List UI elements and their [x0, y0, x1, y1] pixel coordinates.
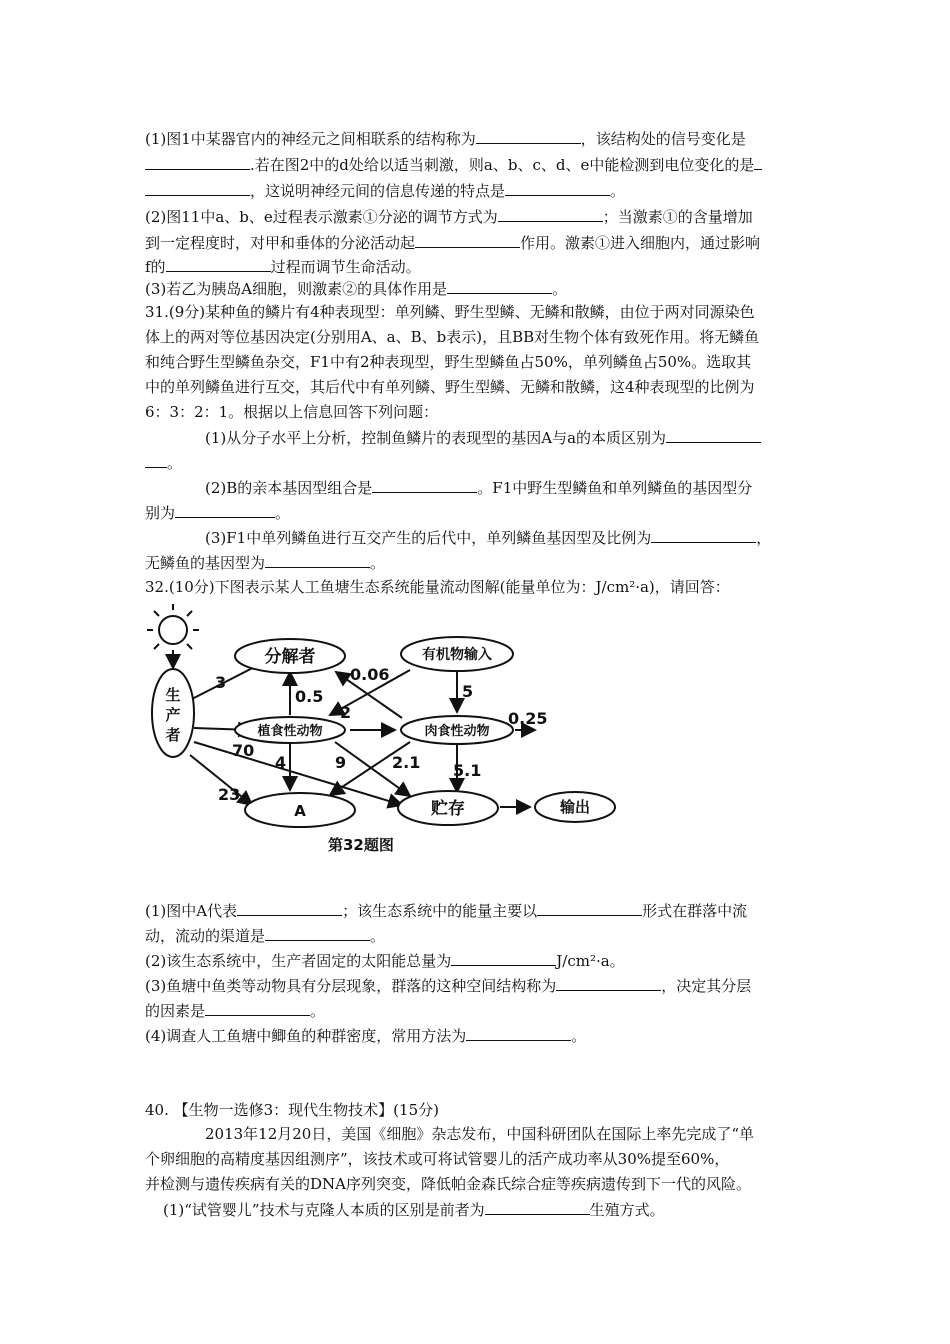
value-label: 2.1	[392, 753, 421, 772]
q30-line-6: f的 过程而调节生命活动。	[145, 258, 421, 276]
answer-blank[interactable]	[372, 477, 477, 493]
value-label: 0.06	[350, 665, 390, 684]
output-label: 输出	[559, 798, 591, 816]
answer-blank[interactable]	[476, 128, 581, 144]
answer-blank[interactable]	[145, 154, 250, 170]
answer-blank[interactable]	[265, 552, 370, 568]
answer-blank[interactable]	[265, 925, 370, 941]
value-label: 23	[218, 785, 241, 804]
answer-blank[interactable]	[754, 154, 762, 170]
answer-blank[interactable]	[485, 1199, 590, 1215]
answer-blank[interactable]	[666, 427, 761, 443]
q31-sub3-cont: 无鳞鱼的基因型为 。	[145, 554, 386, 572]
q31-sub2: (2)B的亲本基因型组合是 。F1中野生型鳞鱼和单列鳞鱼的基因型分	[205, 479, 753, 497]
answer-blank[interactable]	[451, 950, 556, 966]
answer-blank[interactable]	[447, 278, 552, 294]
q31-line-4: 中的单列鳞鱼进行互交，其后代中有单列鳞、野生型鳞、无鳞和散鳞，这4种表现型的比例为	[145, 378, 755, 396]
answer-blank[interactable]	[145, 452, 167, 468]
q32-answer-1-cont: 动，流动的渠道是 。	[145, 927, 386, 945]
value-label: 9	[335, 753, 347, 772]
value-label: 70	[232, 741, 255, 760]
q31-line-2: 体上的两对等位基因决定(分别用A、a、B、b表示)，且BB对生物个体有致死作用。将无鳞鱼	[145, 328, 760, 346]
storage-label: 贮存	[431, 799, 465, 819]
answer-blank[interactable]	[175, 502, 275, 518]
q40-sub1: (1)“试管婴儿”技术与克隆人本质的区别是前者为 生殖方式。	[163, 1201, 665, 1219]
answer-blank[interactable]	[537, 900, 642, 916]
q31-sub2-cont: 别为 。	[145, 504, 291, 522]
q30-line-4: (2)图11中a、b、e过程表示激素①分泌的调节方式为 ；当激素①的含量增加	[145, 208, 753, 226]
answer-blank[interactable]	[415, 232, 520, 248]
answer-blank[interactable]	[505, 180, 610, 196]
q30-line-7: (3)若乙为胰岛A细胞，则激素②的具体作用是 。	[145, 280, 568, 298]
q32-answer-3-cont: 的因素是 。	[145, 1002, 326, 1020]
answer-blank[interactable]	[651, 527, 756, 543]
answer-blank[interactable]	[205, 1000, 310, 1016]
q30-line-2: .若在图2中的d处给以适当刺激，则a、b、c、d、e中能检测到电位变化的是	[145, 154, 762, 175]
sun-icon	[147, 604, 199, 656]
q31-line-3: 和纯合野生型鳞鱼杂交，F1中有2种表现型，野生型鳞鱼占50%，单列鳞鱼占50%。选取其	[145, 353, 752, 371]
q40-paragraph-3: 并检测与遗传疾病有关的DNA序列突变，降低帕金森氏综合症等疾病遗传到下一代的风险。	[145, 1175, 751, 1193]
value-label: 2	[340, 703, 352, 722]
diagram-caption: 第32题图	[328, 836, 394, 854]
producer-label-2: 产	[165, 706, 181, 724]
producer-label-1: 生	[165, 686, 181, 704]
a-node-label: A	[294, 802, 306, 820]
herbivore-label: 植食性动物	[257, 724, 323, 739]
q40-title: 40. 【生物一选修3：现代生物技术】(15分)	[145, 1101, 439, 1119]
q32-intro: 32.(10分)下图表示某人工鱼塘生态系统能量流动图解(能量单位为：J/cm²·a)，请回答：	[145, 578, 730, 596]
q30-line-1: (1)图1中某器官内的神经元之间相联系的结构称为 ，该结构处的信号变化是	[145, 130, 746, 148]
q32-answer-1: (1)图中A代表 ；该生态系统中的能量主要以 形式在群落中流	[145, 902, 748, 920]
answer-blank[interactable]	[498, 206, 603, 222]
q30-line-5: 到一定程度时，对甲和垂体的分泌活动起 作用。激素①进入细胞内，通过影响	[145, 234, 761, 252]
answer-blank[interactable]	[466, 1025, 571, 1041]
decomposer-label: 分解者	[264, 647, 316, 667]
q40-paragraph-2: 个卵细胞的高精度基因组测序”，该技术或可将试管婴儿的活产成功率从30%提至60%，	[145, 1150, 730, 1168]
q31-line-5: 6：3：2：1。根据以上信息回答下列问题：	[145, 403, 439, 421]
q32-answer-3: (3)鱼塘中鱼类等动物具有分层现象，群落的这种空间结构称为 ，决定其分层	[145, 977, 752, 995]
q31-sub1-cont: 。	[145, 452, 182, 473]
value-label: 4	[275, 753, 287, 772]
answer-blank[interactable]	[166, 256, 271, 272]
organic-input-label: 有机物输入	[422, 647, 492, 663]
q31-sub3: (3)F1中单列鳞鱼进行互交产生的后代中，单列鳞鱼基因型及比例为 ，	[205, 529, 772, 547]
energy-flow-diagram	[140, 600, 620, 860]
value-label: 3	[215, 673, 227, 692]
q32-answer-2: (2)该生态系统中，生产者固定的太阳能总量为 J/cm²·a。	[145, 952, 625, 970]
answer-blank[interactable]	[237, 900, 342, 916]
q31-line-1: 31.(9分)某种鱼的鳞片有4种表现型：单列鳞、野生型鳞、无鳞和散鳞，由位于两对同源染色	[145, 303, 755, 321]
q32-answer-4: (4)调查人工鱼塘中鲫鱼的种群密度，常用方法为 。	[145, 1027, 587, 1045]
value-label: 0.25	[508, 709, 548, 728]
value-label: 5	[462, 682, 474, 701]
q30-line-3: ，这说明神经元间的信息传递的特点是 。	[145, 180, 625, 201]
q31-sub1: (1)从分子水平上分析，控制鱼鳞片的表现型的基因A与a的本质区别为	[205, 427, 761, 448]
value-label: 5.1	[453, 761, 482, 780]
answer-blank[interactable]	[145, 180, 250, 196]
carnivore-label: 肉食性动物	[424, 724, 490, 739]
answer-blank[interactable]	[556, 975, 661, 991]
q40-paragraph-1: 2013年12月20日，美国《细胞》杂志发布，中国科研团队在国际上率先完成了“单	[205, 1125, 755, 1143]
producer-label-3: 者	[165, 726, 181, 744]
value-label: 0.5	[295, 687, 324, 706]
